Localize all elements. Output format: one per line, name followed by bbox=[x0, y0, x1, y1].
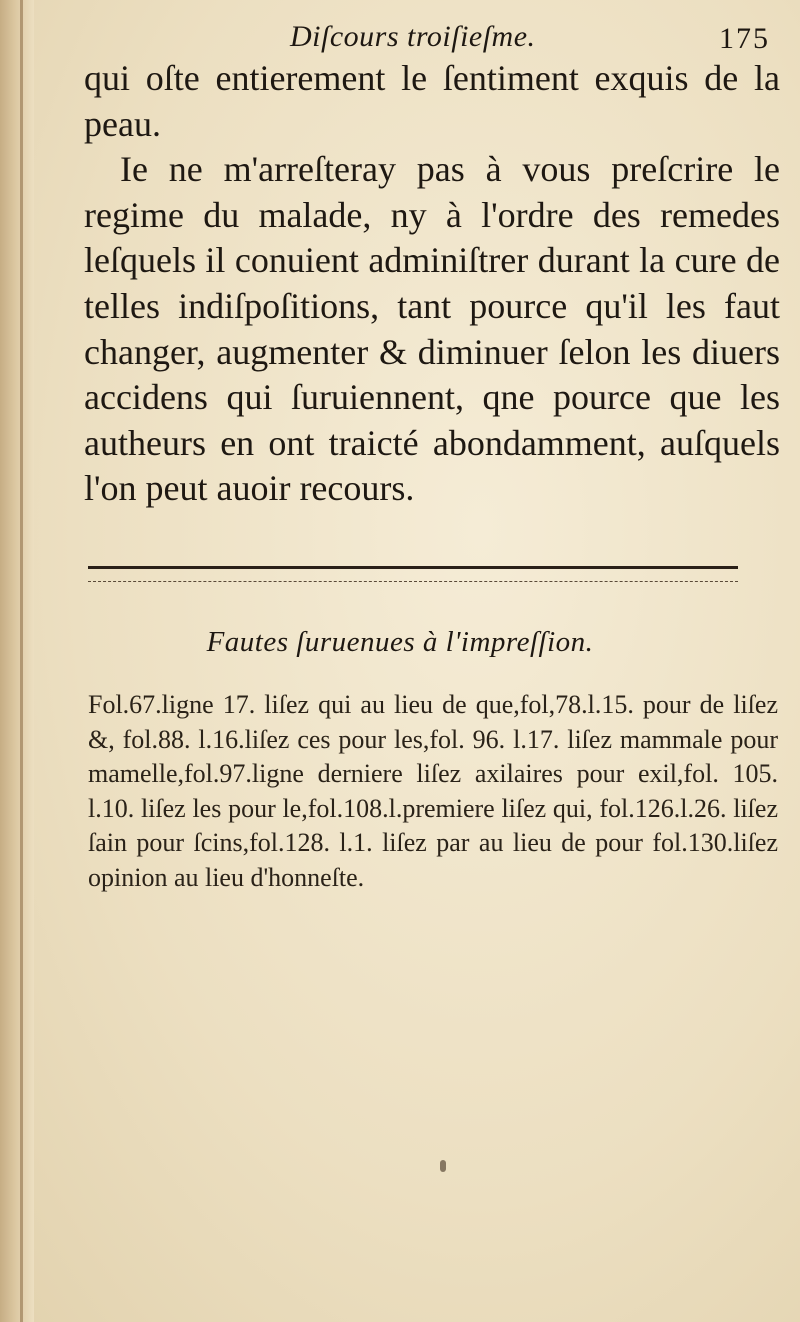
binding-edge bbox=[20, 0, 23, 1322]
paragraph: Ie ne m'arreſteray pas à vous preſcrire le regime du malade, ny à l'ordre des remedes leſquels il conuient adminiſtrer durant la cure de telles indiſpoſitions, tant pource qu'il les faut changer, augmenter & diminuer ſelon les diuers accidens qui ſuruiennent, qne pource que les autheurs en ont traicté abondamment, auſquels l'on peut auoir recours. bbox=[84, 149, 780, 509]
body-text bbox=[84, 56, 780, 512]
page-number: 175 bbox=[719, 22, 770, 55]
section-divider bbox=[88, 566, 738, 582]
paragraph-continuation: qui oſte entierement le ſentiment exquis de la peau. bbox=[84, 58, 780, 144]
errata-text bbox=[88, 688, 778, 895]
ink-spot bbox=[440, 1160, 446, 1172]
page-gutter bbox=[0, 0, 34, 1322]
errata-list: Fol.67.ligne 17. liſez qui au lieu de que,fol,78.l.15. pour de liſez &, fol.88. l.16.liſez ces pour les,fol. 96. l.17. liſez mammale pour mamelle,fol.97.ligne derniere liſez axilaires pour exil,fol. 105. l.10. liſez les pour le,fol.108.l.premiere liſez qui, fol.126.l.26. liſez ſain pour ſcins,fol.128. l.1. liſez par au lieu de pour fol.130.liſez opinion au lieu d'honneſte. bbox=[88, 690, 778, 892]
page-header bbox=[290, 20, 770, 60]
running-title: Diſcours troiſieſme. bbox=[290, 20, 536, 53]
errata-title: Fautes ſuruenues à l'impreſſion. bbox=[206, 626, 594, 658]
